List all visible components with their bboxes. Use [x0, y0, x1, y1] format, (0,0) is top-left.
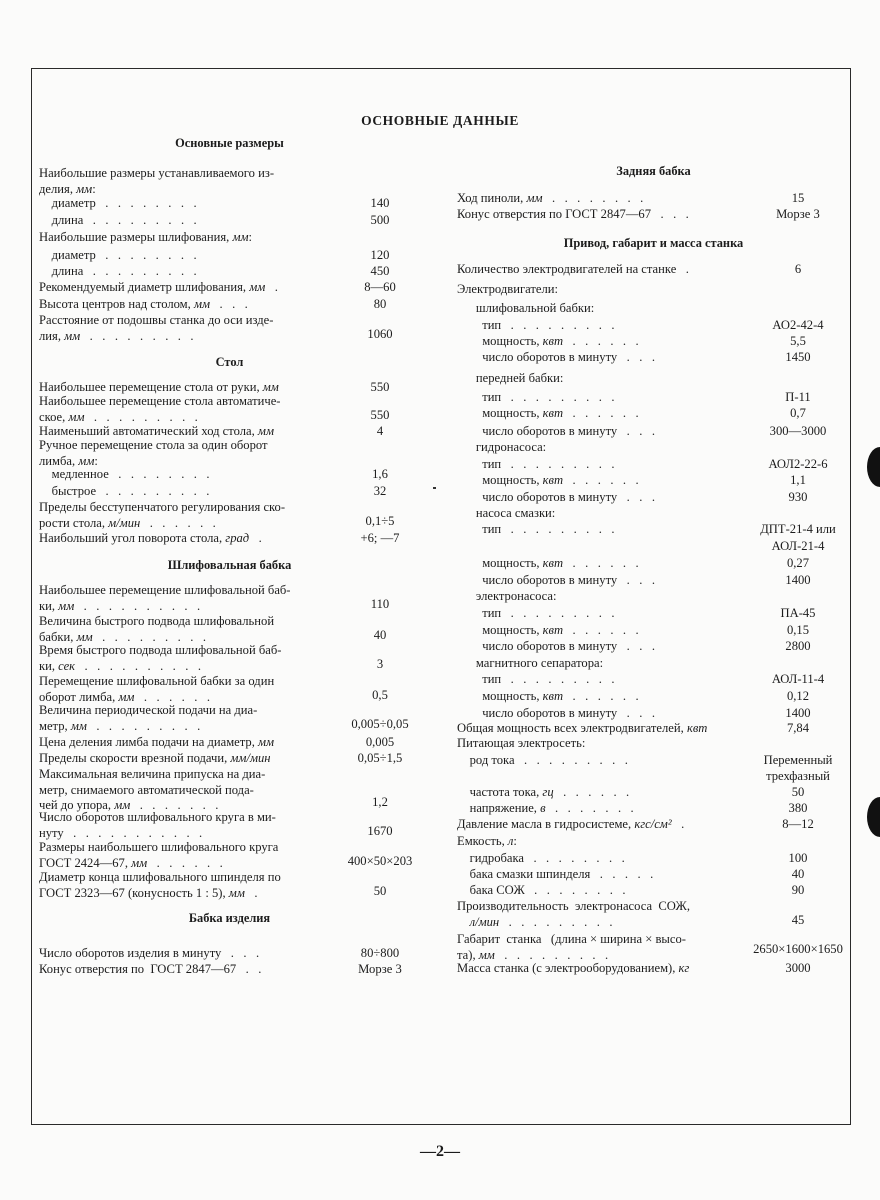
spec-value: 930	[788, 490, 808, 504]
section-heading: Стол	[215, 355, 244, 369]
spec-label: быстрое . . . . . . . . .	[39, 484, 210, 498]
spec-label: мощность, квт . . . . . .	[457, 334, 639, 348]
spec-value: 1400	[785, 573, 811, 587]
spec-label: Наибольшие размеры шлифования, мм:	[39, 230, 253, 244]
spec-label: частота тока, гц . . . . . .	[457, 785, 630, 799]
spec-value: 100	[788, 851, 808, 865]
spec-value: 0,1÷5	[365, 514, 395, 528]
spec-label: мощность, квт . . . . . .	[457, 623, 639, 637]
spec-value: 80÷800	[360, 946, 400, 960]
spec-label: число оборотов в минуту . . .	[457, 490, 655, 504]
spec-value: 50	[791, 785, 805, 799]
spec-label: Конус отверстия по ГОСТ 2847—67 . . .	[457, 207, 689, 221]
spec-value: 0,7	[790, 406, 806, 420]
spec-label: Ход пиноли, мм . . . . . . . .	[457, 191, 644, 205]
spec-value: 3	[376, 657, 384, 671]
spec-label: Рекомендуемый диаметр шлифования, мм .	[39, 280, 278, 294]
spec-value: 1450	[785, 350, 811, 364]
spec-label: диаметр . . . . . . . .	[39, 196, 197, 210]
spec-label: Величина быстрого подвода шлифовальной бабки, мм . . . . . . . . .	[39, 614, 275, 644]
spec-label: диаметр . . . . . . . .	[39, 248, 197, 262]
spec-value: П-11	[785, 390, 811, 404]
spec-value: 5,5	[790, 334, 806, 348]
spec-label: Давление масла в гидросистеме, кгс/см² .	[457, 817, 685, 831]
spec-label: род тока . . . . . . . . .	[457, 753, 628, 767]
binding-hole-mark	[867, 797, 880, 837]
spec-value: 8—60	[364, 280, 396, 294]
spec-label: Размеры наибольшего шлифовального круга ГОСТ 2424—67, мм . . . . . .	[39, 840, 279, 870]
spec-value: 0,005÷0,05	[351, 717, 409, 731]
spec-label: Производительность электронасоса СОЖ, л/мин . . . . . . . . .	[457, 899, 690, 929]
spec-value: 2650×1600×1650	[753, 942, 843, 956]
spec-value: 90	[791, 883, 805, 897]
spec-value: АОЛ-21-4	[771, 539, 825, 553]
spec-value: 120	[370, 248, 390, 262]
spec-value: 1670	[367, 824, 393, 838]
spec-value: 300—3000	[769, 424, 827, 438]
spec-value: ДПТ-21-4 или	[760, 522, 836, 536]
spec-label: мощность, квт . . . . . .	[457, 689, 639, 703]
section-heading: Задняя бабка	[616, 164, 691, 178]
spec-value: АОЛ2-22-6	[768, 457, 828, 471]
spec-value: 7,84	[786, 721, 810, 735]
spec-label: Общая мощность всех электродвигателей, квт	[457, 721, 708, 735]
spec-value: Морзе 3	[776, 207, 820, 221]
spec-value: 4	[376, 424, 384, 438]
spec-value: 1,1	[790, 473, 806, 487]
spec-value: 450	[370, 264, 390, 278]
spec-value: АОЛ-11-4	[771, 672, 825, 686]
spec-value: АО2-42-4	[772, 318, 824, 332]
spec-label: Число оборотов изделия в минуту . . .	[39, 946, 260, 960]
spec-value: 1,2	[372, 795, 388, 809]
spec-value: +6; —7	[360, 531, 400, 545]
spec-value: 2800	[785, 639, 811, 653]
spec-label: напряжение, в . . . . . . .	[457, 801, 634, 815]
spec-label: тип . . . . . . . . .	[457, 390, 615, 404]
spec-label: тип . . . . . . . . .	[457, 672, 615, 686]
spec-value: 0,005	[365, 735, 395, 749]
spec-label: Пределы бесступенчатого регулирования ско- рости стола, м/мин . . . . . .	[39, 500, 286, 530]
spec-label: тип . . . . . . . . .	[457, 522, 615, 536]
spec-label: Цена деления лимба подачи на диаметр, мм	[39, 735, 275, 749]
spec-label: медленное . . . . . . . .	[39, 467, 210, 481]
spec-value: ПА-45	[780, 606, 816, 620]
spec-value: 40	[791, 867, 805, 881]
spec-label: число оборотов в минуту . . .	[457, 424, 655, 438]
spec-value: 50	[373, 884, 387, 898]
spec-value: 0,12	[786, 689, 810, 703]
spec-label: бака смазки шпинделя . . . . .	[457, 867, 654, 881]
spec-label: Пределы скорости врезной подачи, мм/мин	[39, 751, 271, 765]
spec-value: Морзе 3	[358, 962, 402, 976]
section-heading: Привод, габарит и масса станка	[563, 236, 744, 250]
spec-label: Габарит станка (длина × ширина × высо- та), мм . . . . . . . . .	[457, 932, 686, 962]
spec-value: 400×50×203	[347, 854, 413, 868]
spec-label: число оборотов в минуту . . .	[457, 639, 655, 653]
section-heading: Основные размеры	[175, 136, 284, 150]
spec-value: 8—12	[782, 817, 814, 831]
spec-value: 0,15	[786, 623, 810, 637]
spec-label: Максимальная величина припуска на диа- метр, снимаемого автоматической пода- чей до упора, мм . . . . . . .	[39, 767, 266, 812]
spec-label: Наибольшее перемещение стола автоматиче- ское, мм . . . . . . . . .	[39, 394, 281, 424]
spec-value: 80	[373, 297, 387, 311]
spec-label: Количество электродвигателей на станке .	[457, 262, 689, 276]
spec-label: шлифовальной бабки:	[457, 301, 595, 315]
section-heading: Шлифовальная бабка	[167, 558, 292, 572]
spec-label: Наибольшее перемещение шлифовальной баб- ки, мм . . . . . . . . . .	[39, 583, 291, 613]
spec-value: 140	[370, 196, 390, 210]
spec-label: Электродвигатели:	[457, 282, 559, 296]
spec-label: Наибольшие размеры устанавливаемого из- делия, мм:	[39, 166, 275, 196]
spec-label: электронасоса:	[457, 589, 557, 603]
spec-value: 500	[370, 213, 390, 227]
spec-value: 32	[373, 484, 387, 498]
spec-value: 0,05÷1,5	[357, 751, 403, 765]
spec-value: 3000	[785, 961, 811, 975]
spec-label: Емкость, л:	[457, 834, 517, 848]
spec-label: мощность, квт . . . . . .	[457, 473, 639, 487]
section-heading: Бабка изделия	[188, 911, 271, 925]
spec-label: длина . . . . . . . . .	[39, 264, 197, 278]
spec-label: Наибольшее перемещение стола от руки, мм	[39, 380, 279, 394]
spec-label: Ручное перемещение стола за один оборот лимба, мм:	[39, 438, 268, 468]
spec-value: 1,6	[372, 467, 388, 481]
spec-label: магнитного сепаратора:	[457, 656, 604, 670]
spec-label: Масса станка (с электрооборудованием), кг	[457, 961, 690, 975]
spec-label: мощность, квт . . . . . .	[457, 556, 639, 570]
spec-label: передней бабки:	[457, 371, 564, 385]
spec-label: число оборотов в минуту . . .	[457, 350, 655, 364]
spec-label: тип . . . . . . . . .	[457, 318, 615, 332]
spec-value: 380	[788, 801, 808, 815]
spec-label: Время быстрого подвода шлифовальной баб- ки, сек . . . . . . . . . .	[39, 643, 282, 673]
spec-value: 45	[791, 913, 805, 927]
spec-value: 1060	[367, 327, 393, 341]
spec-label: Наибольший угол поворота стола, град .	[39, 531, 262, 545]
spec-label: мощность, квт . . . . . .	[457, 406, 639, 420]
spec-value: 40	[373, 628, 387, 642]
spec-label: гидробака . . . . . . . .	[457, 851, 625, 865]
spec-value: 0,27	[786, 556, 810, 570]
page-title: ОСНОВНЫЕ ДАННЫЕ	[361, 113, 519, 128]
spec-value: трехфазный	[766, 769, 830, 783]
spec-label: Расстояние от подошвы станка до оси изде- лия, мм . . . . . . . . .	[39, 313, 274, 343]
spec-label: гидронасоса:	[457, 440, 547, 454]
spec-value: Переменный	[763, 753, 833, 767]
spec-label: Величина периодической подачи на диа- метр, мм . . . . . . . . .	[39, 703, 258, 733]
spec-label: длина . . . . . . . . .	[39, 213, 197, 227]
spec-label: Конус отверстия по ГОСТ 2847—67 . .	[39, 962, 262, 976]
spec-value: 550	[370, 408, 390, 422]
spec-value: 0,5	[372, 688, 388, 702]
spec-value: 550	[370, 380, 390, 394]
spec-label: Число оборотов шлифовального круга в ми- нуту . . . . . . . . . . .	[39, 810, 276, 840]
ink-speck	[433, 487, 436, 489]
spec-label: Перемещение шлифовальной бабки за один оборот лимба, мм . . . . . .	[39, 674, 275, 704]
spec-value: 6	[794, 262, 802, 276]
spec-label: число оборотов в минуту . . .	[457, 573, 655, 587]
binding-hole-mark	[867, 447, 880, 487]
spec-label: Питающая электросеть:	[457, 736, 586, 750]
page-number: —2—	[420, 1143, 460, 1160]
spec-label: Высота центров над столом, мм . . .	[39, 297, 248, 311]
spec-label: тип . . . . . . . . .	[457, 606, 615, 620]
spec-value: 1400	[785, 706, 811, 720]
spec-label: Наименьший автоматический ход стола, мм	[39, 424, 274, 438]
spec-label: Диаметр конца шлифовального шпинделя по ГОСТ 2323—67 (конусность 1 : 5), мм .	[39, 870, 281, 900]
spec-label: число оборотов в минуту . . .	[457, 706, 655, 720]
spec-value: 110	[370, 597, 390, 611]
spec-label: бака СОЖ . . . . . . . .	[457, 883, 626, 897]
spec-label: тип . . . . . . . . .	[457, 457, 615, 471]
spec-value: 15	[791, 191, 805, 205]
spec-label: насоса смазки:	[457, 506, 556, 520]
